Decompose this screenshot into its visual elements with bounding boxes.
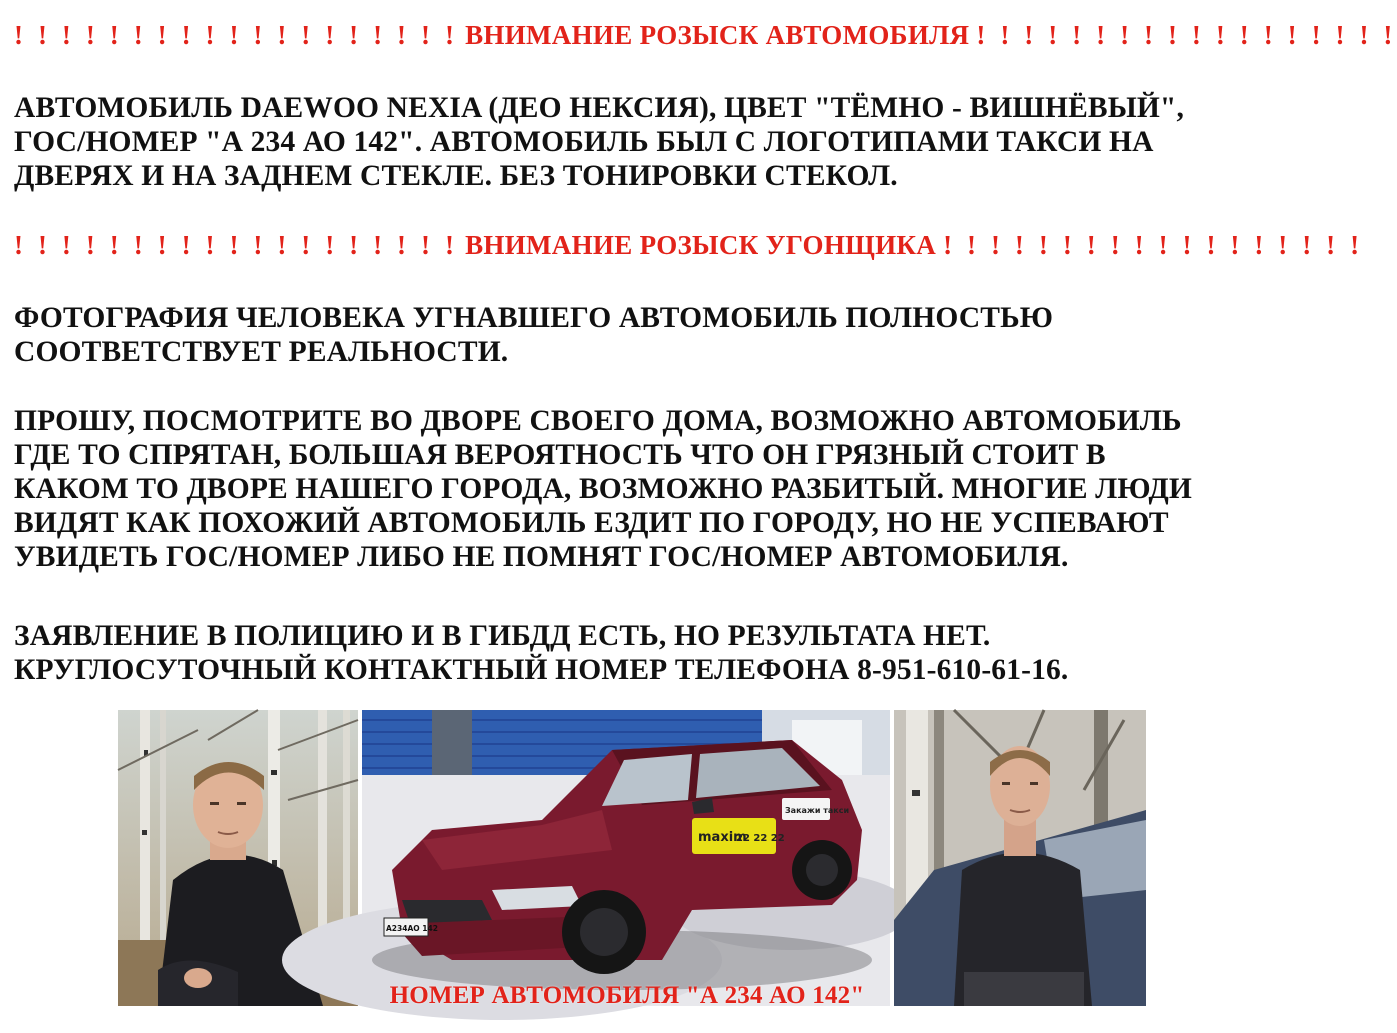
car-description-line: ГОС/НОМЕР "А 234 АО 142". АВТОМОБИЛЬ БЫЛ С ЛОГОТИПАМИ ТАКСИ НА	[14, 126, 1154, 158]
alert-car-heading	[14, 18, 1397, 52]
car-description-line: ДВЕРЯХ И НА ЗАДНЕМ СТЕКЛЕ. БЕЗ ТОНИРОВКИ СТЕКОЛ.	[14, 160, 898, 192]
request-line: КАКОМ ТО ДВОРЕ НАШЕГО ГОРОДА, ВОЗМОЖНО РАЗБИТЫЙ. МНОГИЕ ЛЮДИ	[14, 473, 1193, 505]
contact-line: КРУГЛОСУТОЧНЫЙ КОНТАКТНЫЙ НОМЕР ТЕЛЕФОНА 8-951-610-61-16.	[14, 654, 1069, 686]
car-photo	[362, 710, 890, 1006]
taxi-sticker-phone: 22 22 22	[736, 833, 785, 844]
suspect-photo-right	[894, 710, 1146, 1006]
alert-marks-left: ! ! ! ! ! ! ! ! ! ! ! ! ! ! ! ! ! ! !	[14, 20, 459, 50]
alert-marks-right: ! ! ! ! ! ! ! ! ! ! ! ! ! ! ! ! ! !	[943, 230, 1364, 260]
taxi-sticker-brand: maxim	[698, 830, 747, 845]
photo-note-line: ФОТОГРАФИЯ ЧЕЛОВЕКА УГНАВШЕГО АВТОМОБИЛЬ ПОЛНОСТЬЮ	[14, 302, 1054, 334]
alert-thief-heading	[14, 228, 1363, 262]
window-sticker: Закажи такси	[785, 806, 850, 815]
request-line: ГДЕ ТО СПРЯТАН, БОЛЬШАЯ ВЕРОЯТНОСТЬ ЧТО ОН ГРЯЗНЫЙ СТОИТ В	[14, 439, 1106, 471]
request-line: ВИДЯТ КАК ПОХОЖИЙ АВТОМОБИЛЬ ЕЗДИТ ПО ГОРОДУ, НО НЕ УСПЕВАЮТ	[14, 507, 1169, 539]
plate-caption: НОМЕР АВТОМОБИЛЯ "А 234 АО 142"	[389, 982, 865, 1009]
alert-title: ВНИМАНИЕ РОЗЫСК УГОНЩИКА	[465, 230, 937, 260]
car-plate-text: А234АО 142	[386, 924, 438, 933]
car-description-line: АВТОМОБИЛЬ DAEWOO NEXIA (ДЕО НЕКСИЯ), ЦВЕТ "ТЁМНО - ВИШНЁВЫЙ",	[14, 92, 1184, 124]
alert-title: ВНИМАНИЕ РОЗЫСК АВТОМОБИЛЯ	[465, 20, 970, 50]
alert-marks-left: ! ! ! ! ! ! ! ! ! ! ! ! ! ! ! ! ! ! !	[14, 230, 459, 260]
request-line: ПРОШУ, ПОСМОТРИТЕ ВО ДВОРЕ СВОЕГО ДОМА, ВОЗМОЖНО АВТОМОБИЛЬ	[14, 405, 1182, 437]
photo-note-line: СООТВЕТСТВУЕТ РЕАЛЬНОСТИ.	[14, 336, 509, 368]
request-line: УВИДЕТЬ ГОС/НОМЕР ЛИБО НЕ ПОМНЯТ ГОС/НОМЕР АВТОМОБИЛЯ.	[14, 541, 1069, 573]
contact-line: ЗАЯВЛЕНИЕ В ПОЛИЦИЮ И В ГИБДД ЕСТЬ, НО РЕЗУЛЬТАТА НЕТ.	[14, 620, 991, 652]
alert-marks-right: ! ! ! ! ! ! ! ! ! ! ! ! ! ! ! ! ! !	[976, 20, 1397, 50]
